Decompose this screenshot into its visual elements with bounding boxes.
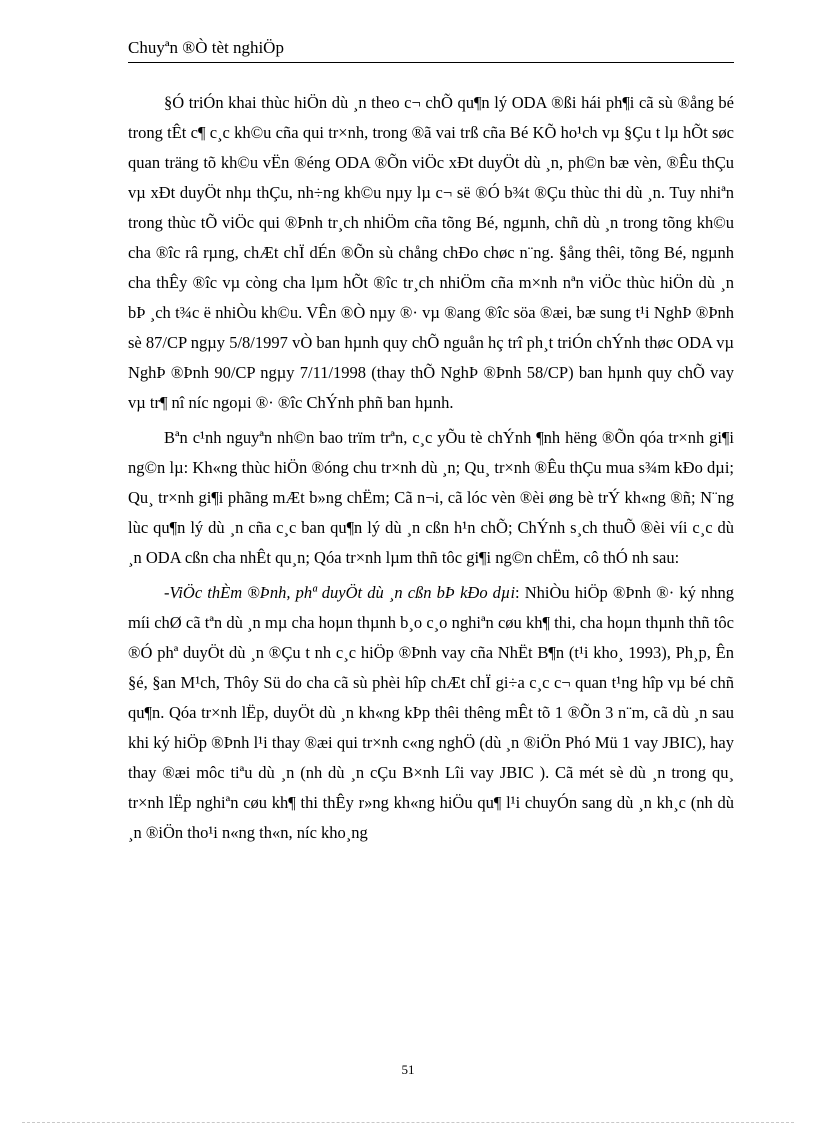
paragraph-lead-italic: -ViÖc thÈm ®Þnh, phª duyÖt dù ¸n cßn bÞ kÐo dµi	[164, 583, 516, 602]
paragraph-disbursement-factors: Bªn c¹nh nguyªn nh©n bao trïm trªn, c¸c yÕu tè chÝnh ¶nh hëng ®Õn qóa tr×nh gi¶i ng©n lµ: Kh«ng thùc hiÖn ®óng chu tr×nh dù ¸n; Qu¸ tr×nh ®Êu thÇu mua s¾m kÐo dµi; Qu¸ tr×nh gi¶i phãng mÆt b»ng chËm; Cã n¬i, cã lóc vèn ®èi øng bè trÝ kh«ng ®ñ; N¨ng lùc qu¶n lý dù ¸n cña c¸c ban qu¶n lý dù ¸n cßn h¹n chÕ; ChÝnh s¸ch thuÕ ®èi víi c¸c dù ¸n ODA cßn cha nhÊt qu¸n; Qóa tr×nh lµm thñ tôc gi¶i ng©n chËm, cô thÓ nh sau:	[128, 428, 734, 567]
paragraph-project-appraisal	[128, 578, 734, 848]
page-number: 51	[401, 1062, 415, 1077]
header-rule	[128, 62, 734, 63]
paragraph-body-text: : NhiÒu hiÖp ®Þnh ®· ký nhng míi chØ cã tªn dù ¸n mµ cha hoµn thµnh b¸o c¸o nghiªn cøu kh¶ thi, cha hoµn thµnh thñ tôc ®Ó phª duyÖt dù ¸n ®Çu t nh c¸c hiÖp ®Þnh vay cña NhËt B¶n (t¹i kho¸ 1993), Ph¸p, Ên §é, §an M¹ch, Thôy Sü do cha cã sù phèi hîp chÆt chÏ gi÷a c¸c c¬ quan t¹ng hîp vµ bé chñ qu¶n. Qóa tr×nh lËp, duyÖt dù ¸n kh«ng kÞp thêi thêng mÊt tõ 1 ®Õn 3 n¨m, cã dù ¸n sau khi ký hiÖp ®Þnh l¹i thay ®æi qui tr×nh c«ng nghÖ (dù ¸n ®iÖn Phó Mü 1 vay JBIC), hay thay ®æi môc tiªu dù ¸n (nh dù ¸n cÇu B×nh Lîi vay JBIC ). Cã mét sè dù ¸n trong qu¸ tr×nh lËp nghiªn cøu kh¶ thi thÊy r»ng kh«ng hiÖu qu¶ l¹i chuyÓn sang dù ¸n kh¸c (nh dù ¸n ®iÖn tho¹i n«ng th«n, níc kho¸ng	[128, 583, 734, 842]
paragraph-oda-coordination: §Ó triÓn khai thùc hiÖn dù ¸n theo c¬ chÕ qu¶n lý ODA ®ßi hái ph¶i cã sù ®ång bé trong tÊt c¶ c¸c kh©u cña qui tr×nh, trong ®ã vai trß cña Bé KÕ ho¹ch vµ §Çu t lµ hÕt søc quan träng tõ kh©u vËn ®éng ODA ®Õn viÖc xÐt duyÖt dù ¸n, ph©n bæ vèn, ®Êu thÇu vµ xÐt duyÖt nhµ thÇu, nh÷ng kh©u nµy lµ c¬ së ®Ó b¾t ®Çu thùc thi dù ¸n. Tuy nhiªn trong thùc tÕ viÖc qui ®Þnh tr¸ch nhiÖm cña tõng Bé, ngµnh, chñ dù ¸n trong tõng kh©u cha ®îc râ rµng, chÆt chÏ dÉn ®Õn sù chång chÐo chøc n¨ng. §ång thêi, tõng Bé, ngµnh cha thÊy ®îc vµ còng cha lµm hÕt ®îc tr¸ch nhiÖm cña m×nh nªn viÖc thùc hiÖn dù ¸n bÞ ¸ch t¾c ë nhiÒu kh©u. VÊn ®Ò nµy ®· vµ ®ang ®îc söa ®æi, bæ sung t¹i NghÞ ®Þnh sè 87/CP ngµy 5/8/1997 vÒ ban hµnh quy chÕ nguån hç trî ph¸t triÓn chÝnh thøc ODA vµ NghÞ ®Þnh 90/CP ngµy 7/11/1998 (thay thÕ NghÞ ®Þnh 58/CP) ban hµnh quy chÕ vay vµ tr¶ nî níc ngoµi ®· ®îc ChÝnh phñ ban hµnh.	[128, 93, 734, 412]
running-header: Chuyªn ®Ò tèt nghiÖp	[128, 38, 284, 57]
document-body	[128, 88, 734, 853]
